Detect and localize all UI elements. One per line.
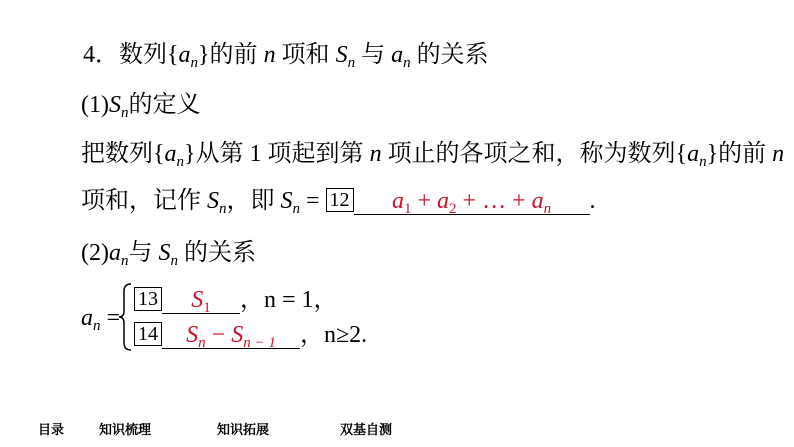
nav-self-test[interactable]: 双基自测 [340,423,393,438]
definition-line-1: 把数列$\{a_n\}$从第 1 项起到第 n 项止的各项之和，称为数列$\{a_n\}$的前 n [81,141,785,170]
nav-knowledge-extension[interactable]: 知识拓展 [217,423,270,438]
nav-knowledge-review[interactable]: 知识梳理 [99,423,152,438]
blank-number-badge: 12 [326,188,354,212]
formula-case-2: 14 $S_n - S_{n - 1}$ ，n≥2. [134,320,367,350]
nav-contents[interactable]: 目录 [38,423,65,438]
answer-blank-difference: $S_n - S_{n - 1}$ [162,322,300,349]
blank-number-badge: 14 [134,322,162,346]
subsection-relation: $(2)a_n$与 $S_n$ 的关系 [81,240,256,269]
formula-lhs: $a_n$ = [81,305,121,334]
formula-case-1: 13 $S_1$ ，n = 1， [134,285,338,315]
subsection-definition: $(1)S_n$的定义 [81,92,201,121]
section-title: 4．数列$\{a_n\}$的前 n 项和 $S_n$ 与 $a_n$ 的关系 [83,42,489,71]
answer-blank-s1: $S_1$ [162,287,240,314]
answer-blank-sum: $a_1 + a_2$ + … + $a_n$ [354,188,590,215]
blank-number-badge: 13 [134,287,162,311]
left-brace [118,283,132,351]
definition-line-2: 项和，记作 $S_n$，即 $S_n = 12$ $a_1 + a_2$ + … + $a_n$ . [81,188,596,217]
